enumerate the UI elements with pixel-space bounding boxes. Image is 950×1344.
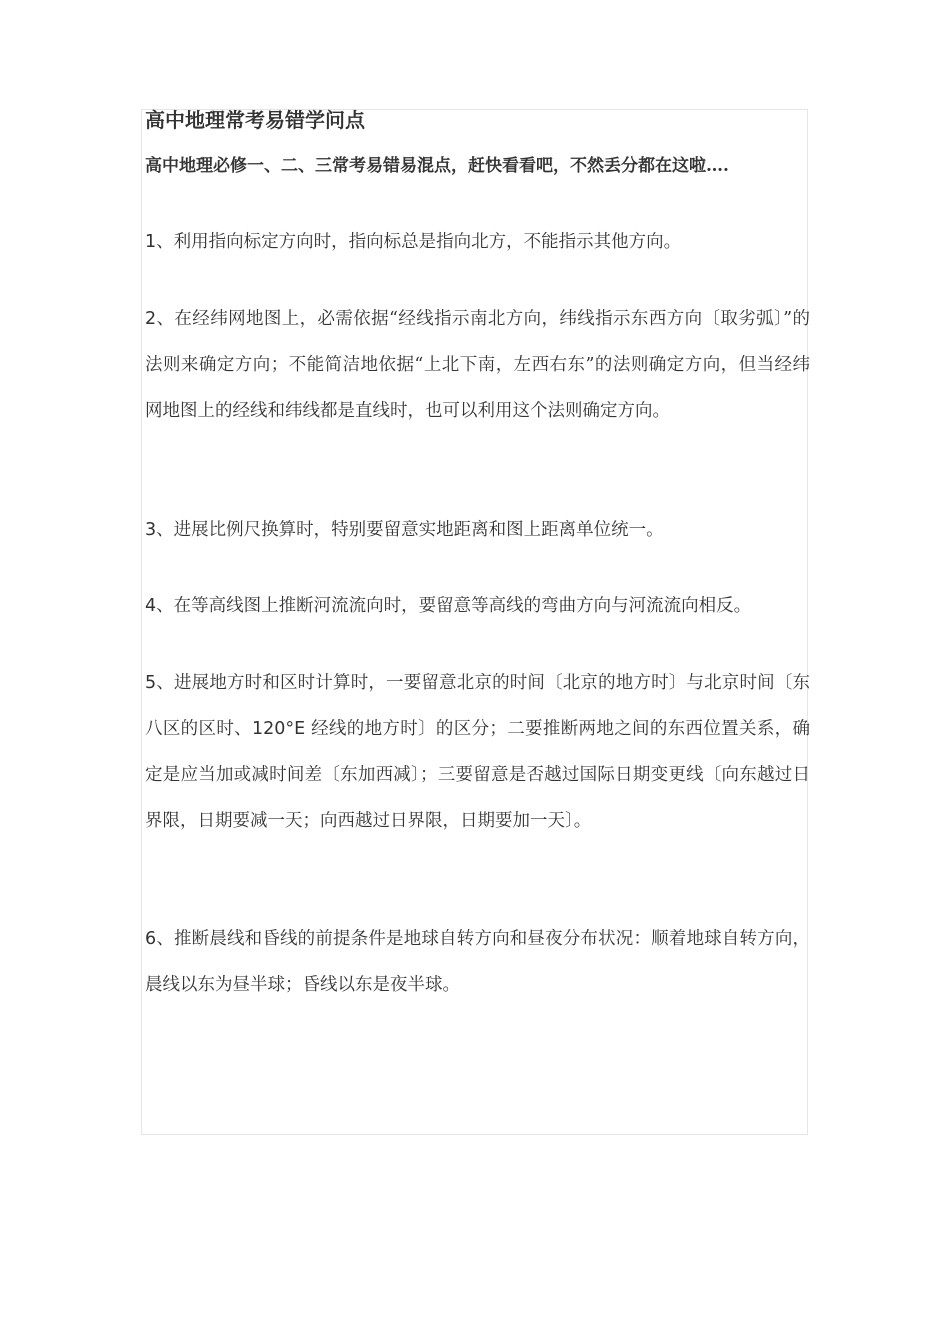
point-4-number: 4 (145, 596, 157, 616)
point-6-text: 、推断晨线和昏线的前提条件是地球自转方向和昼夜分布状况：顺着地球自转方向，晨线以东为昼半球；昏线以东是夜半球。 (145, 929, 810, 995)
point-2 (145, 296, 810, 434)
point-4 (145, 583, 810, 629)
point-3-number: 3 (145, 520, 157, 540)
point-3 (145, 507, 810, 553)
point-5 (145, 660, 810, 844)
document-subtitle: 高中地理必修一、二、三常考易错易混点，赶快看看吧，不然丢分都在这啦…. (145, 156, 729, 176)
point-5-text-a: 、进展地方时和区时计算时，一要留意北京的时间〔北京的地方时〕与北京时间〔东八区的区时、 (145, 673, 810, 739)
point-3-text: 、进展比例尺换算时，特别要留意实地距离和图上距离单位统一。 (156, 520, 664, 540)
point-5-number: 5 (145, 673, 157, 693)
document-title: 高中地理常考易错学问点 (145, 108, 365, 132)
point-2-number: 2 (145, 309, 157, 329)
point-6-number: 6 (145, 929, 157, 949)
point-5-meridian: 120°E (251, 719, 306, 739)
point-2-text: 、在经纬网地图上，必需依据“经线指示南北方向，纬线指示东西方向〔取劣弧〕”的法则来确定方向；不能简洁地依据“上北下南，左西右东”的法则确定方向，但当经纬网地图上的经线和纬线都是直线时，也可以利用这个法则确定方向。 (145, 309, 810, 421)
point-1 (145, 219, 810, 265)
point-1-text: 、利用指向标定方向时，指向标总是指向北方，不能指示其他方向。 (156, 232, 682, 252)
point-4-text: 、在等高线图上推断河流流向时，要留意等高线的弯曲方向与河流流向相反。 (156, 596, 752, 616)
point-6 (145, 916, 810, 1008)
point-5-text-b: 经线的地方时〕的区分；二要推断两地之间的东西位置关系，确定是应当加或减时间差〔东加西减〕；三要留意是否越过国际日期变更线〔向东越过日界限，日期要减一天；向西越过日界限，日期要加一天〕。 (145, 719, 811, 831)
point-1-number: 1 (145, 232, 157, 252)
